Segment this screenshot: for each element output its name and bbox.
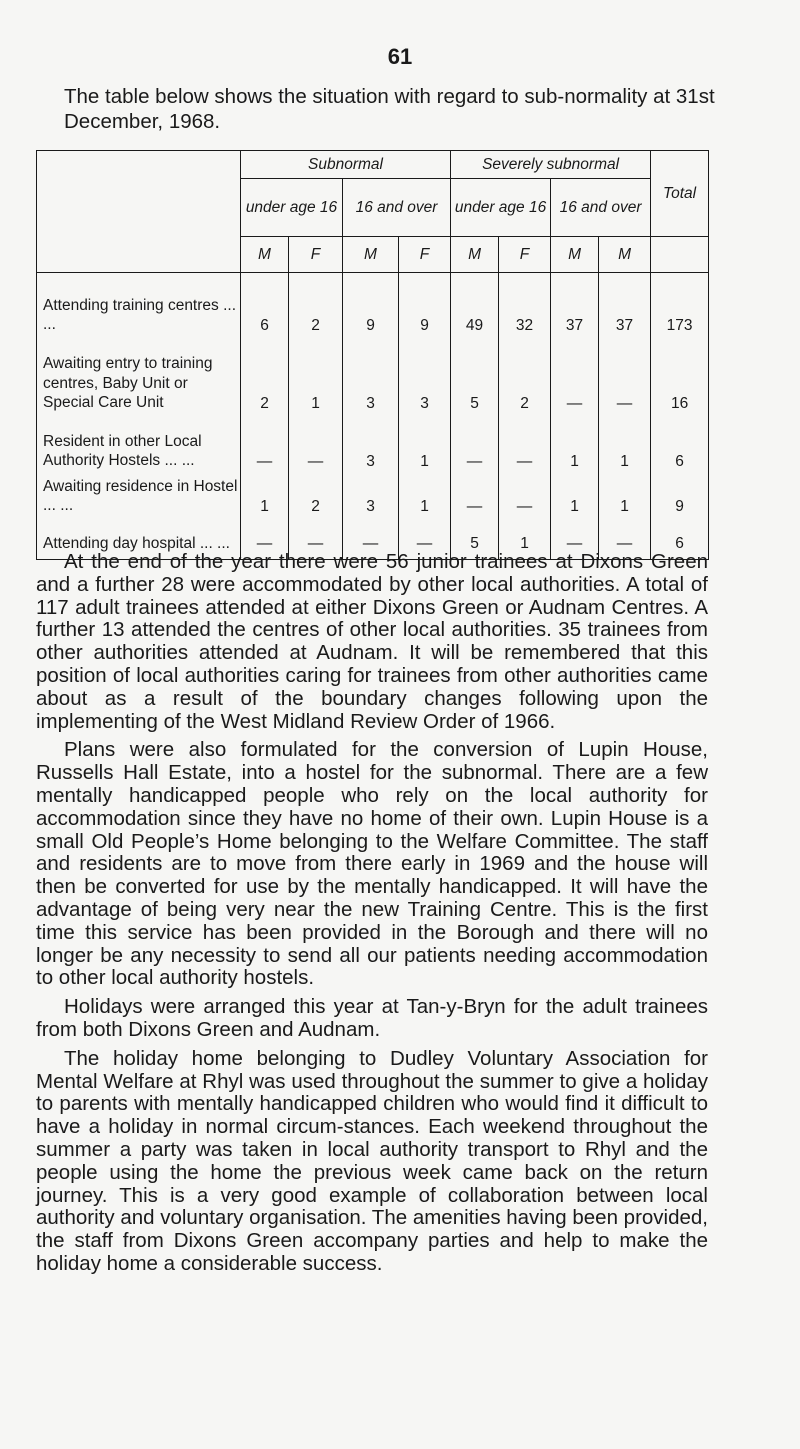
total-cell: 6 [651,522,709,560]
value-cell: 1 [399,419,451,477]
sex-header: F [399,237,451,273]
page-number: 61 [387,44,413,69]
value-cell: 9 [399,273,451,341]
value-cell: 49 [451,273,499,341]
age-header: under age 16 [451,179,551,237]
paragraph: Holidays were arranged this year at Tan-y-Bryn for the adult trainees from both Dixons Green and Audnam. [36,995,708,1041]
table-row [37,341,709,419]
total-cell: 9 [651,477,709,522]
table-row [37,419,709,477]
group-header-severely-subnormal: Severely subnormal [451,151,651,179]
age-header: under age 16 [241,179,343,237]
total-sex-header [651,237,709,273]
value-cell: 3 [343,341,399,419]
value-cell: 3 [343,477,399,522]
value-cell: — [289,419,343,477]
intro-text: The table below shows the situation with regard to sub-normality at 31st December, 1968. [64,85,715,133]
value-cell: — [241,419,289,477]
value-cell: — [599,341,651,419]
row-label: Awaiting entry to training centres, Baby Unit or Special Care Unit [37,341,241,419]
value-cell: 1 [499,522,551,560]
value-cell: — [499,477,551,522]
group-header-subnormal: Subnormal [241,151,451,179]
value-cell: — [241,522,289,560]
value-cell: 2 [241,341,289,419]
total-cell: 6 [651,419,709,477]
value-cell: 5 [451,341,499,419]
paragraph: At the end of the year there were 56 junior trainees at Dixons Green and a further 28 were accommodated by other local authorities. A total of 117 adult trainees attended at either Dixons Green or Audnam Centres. A further 13 attended the centres of other local authorities. 35 trainees from other authorities attended at Audnam. It will be remembered that this position of local authorities caring for trainees from other authorities came about as a result of the boundary changes following upon the implementing of the West Midland Review Order of 1966. [36,550,708,733]
value-cell: 9 [343,273,399,341]
total-cell: 16 [651,341,709,419]
row-label: Awaiting residence in Hostel ... ... [37,477,241,522]
table-row [37,273,709,341]
value-cell: 2 [289,273,343,341]
value-cell: — [451,477,499,522]
sex-header: M [343,237,399,273]
row-label: Attending training centres ... ... [37,273,241,341]
value-cell: 2 [499,341,551,419]
row-label: Resident in other Local Authority Hostels ... ... [37,419,241,477]
value-cell: 2 [289,477,343,522]
value-cell: 6 [241,273,289,341]
value-cell: 5 [451,522,499,560]
value-cell: — [599,522,651,560]
total-cell: 173 [651,273,709,341]
body-text [36,551,708,1282]
sex-header: F [499,237,551,273]
age-header: 16 and over [551,179,651,237]
value-cell: 32 [499,273,551,341]
sex-header: M [241,237,289,273]
sex-header: M [451,237,499,273]
row-label: Attending day hospital ... ... [37,522,241,560]
value-cell: 37 [599,273,651,341]
value-cell: 1 [599,419,651,477]
table-row [37,477,709,522]
sex-header: M [599,237,651,273]
value-cell: — [551,522,599,560]
paragraph: The holiday home belonging to Dudley Voluntary Association for Mental Welfare at Rhyl was used throughout the summer to give a holiday to parents with mentally handicapped children who would find it difficult to have a holiday in normal circum-stances. Each weekend throughout the summer a party was taken in local authority transport to Rhyl and the people using the home the previous week came back on the return journey. This is a very good example of collaboration between local authority and voluntary organisation. The amenities having been provided, the staff from Dixons Green accompany parties and help to make the holiday home a considerable success. [36,1046,708,1275]
value-cell: 1 [551,419,599,477]
value-cell: — [451,419,499,477]
value-cell: 1 [289,341,343,419]
value-cell: 3 [343,419,399,477]
value-cell: — [343,522,399,560]
age-header: 16 and over [343,179,451,237]
value-cell: — [289,522,343,560]
row-label-header [37,151,241,273]
subnormality-table [36,150,709,560]
value-cell: 1 [551,477,599,522]
value-cell: — [551,341,599,419]
value-cell: 1 [241,477,289,522]
paragraph: Plans were also formulated for the conversion of Lupin House, Russells Hall Estate, into a hostel for the subnormal. There are a few mentally handicapped people who rely on the local authority for accommodation since they have no home of their own. Lupin House is a small Old People’s Home belonging to the Welfare Committee. The staff and residents are to move from there early in 1969 and the house will then be converted for use by the mentally handicapped. It will have the advantage of being very near the new Training Centre. This is the first time this service has been provided in the Borough and there will no longer be any necessity to send all our patients needing accommodation to other local authority hostels. [36,738,708,990]
sex-header: M [551,237,599,273]
value-cell: 37 [551,273,599,341]
value-cell: 1 [399,477,451,522]
value-cell: 3 [399,341,451,419]
value-cell: — [499,419,551,477]
sex-header: F [289,237,343,273]
value-cell: 1 [599,477,651,522]
value-cell: — [399,522,451,560]
total-header: Total [651,151,709,237]
